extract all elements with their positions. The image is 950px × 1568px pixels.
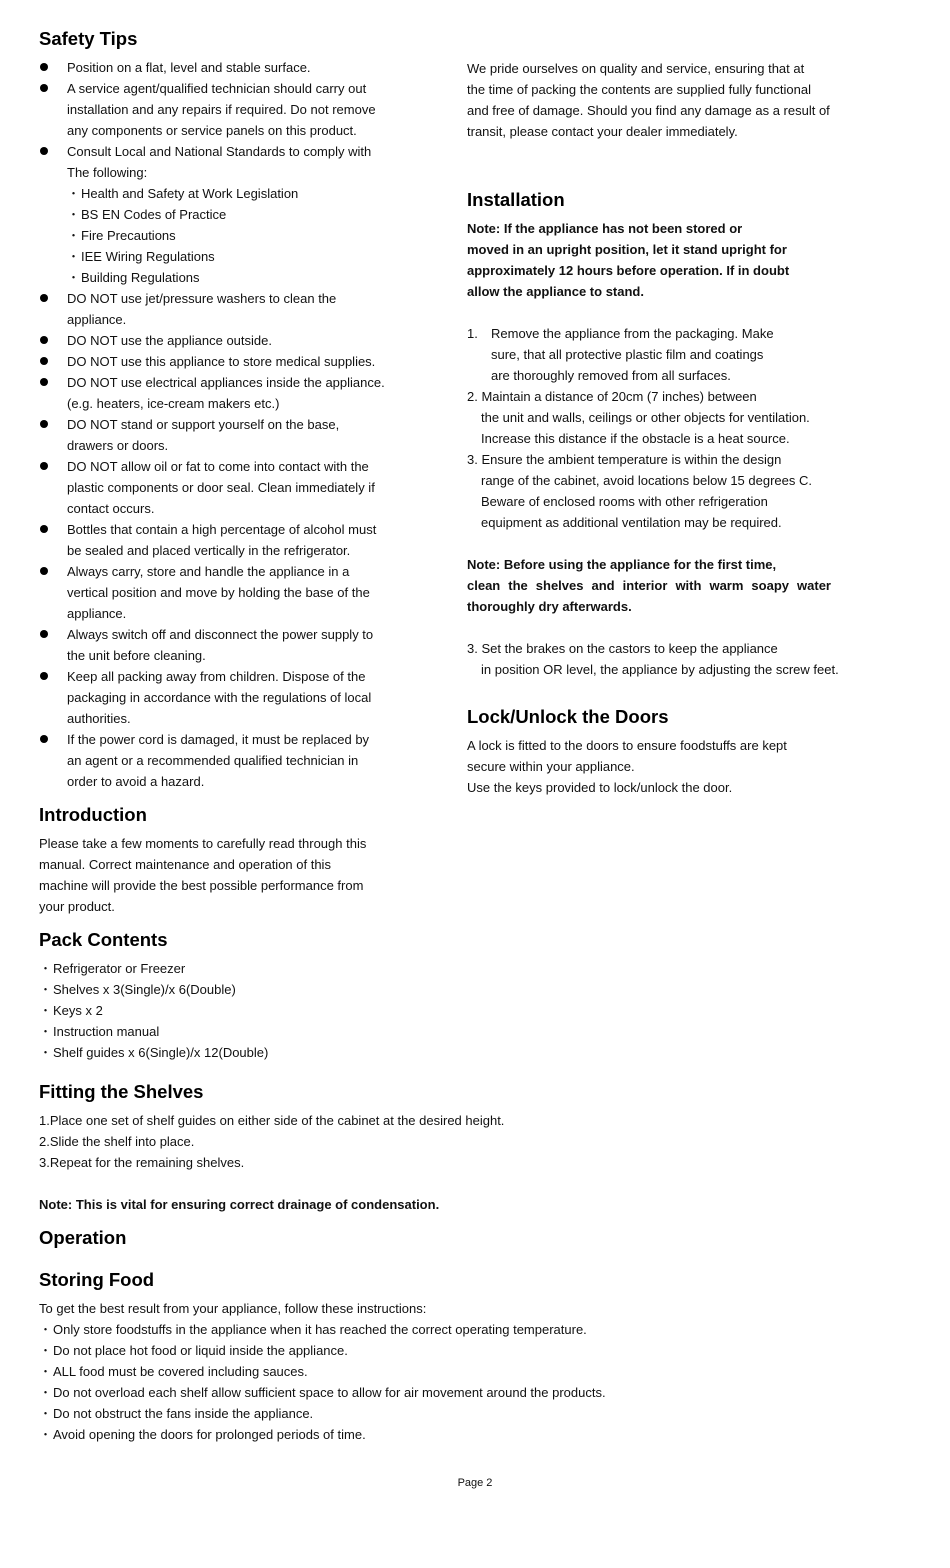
introduction-heading: Introduction: [39, 804, 147, 825]
list-item: A service agent/qualified technician should carry out installation and any repairs if required. Do not remove any components or service panels on this product.: [39, 78, 399, 141]
safety-list-continued: [39, 288, 399, 792]
list-item: ・ ALL food must be covered including sauces.: [39, 1361, 899, 1382]
safety-tips-heading: Safety Tips: [39, 28, 138, 49]
list-item: ・ Shelf guides x 6(Single)/x 12(Double): [39, 1042, 399, 1063]
list-item: DO NOT use the appliance outside.: [39, 330, 399, 351]
storing-food-text: To get the best result from your appliance, follow these instructions: ・ Only store foodstuffs in the appliance when it has reached the correct operating temperature. ・ Do not place hot food or liquid inside the appliance. ・ ALL food must be covered including sauces. ・ Do not overload each shelf allow sufficient space to allow for air movement around the products. ・ Do not obstruct the fans inside the appliance. ・ Avoid opening the doors for prolonged periods of time.: [39, 1298, 899, 1445]
list-item: DO NOT use electrical appliances inside the appliance. (e.g. heaters, ice-cream makers etc.): [39, 372, 399, 414]
pack-contents-heading: Pack Contents: [39, 929, 168, 950]
installation-note: Note: If the appliance has not been stored or moved in an upright position, let it stand upright for approximately 12 hours before operation. If in doubt allow the appliance to stand.: [467, 221, 790, 299]
list-item: ・ IEE Wiring Regulations: [39, 246, 399, 267]
list-item: ・ Refrigerator or Freezer: [39, 958, 399, 979]
list-item: ・ Instruction manual: [39, 1021, 399, 1042]
list-item: ・ Do not place hot food or liquid inside the appliance.: [39, 1340, 899, 1361]
list-item: ・ Avoid opening the doors for prolonged periods of time.: [39, 1424, 899, 1445]
fitting-shelves-steps: 1.Place one set of shelf guides on either side of the cabinet at the desired height. 2.Slide the shelf into place. 3.Repeat for the remaining shelves. Note: This is vital for ensuring correct drainage of condensation.: [39, 1110, 899, 1215]
list-item: Consult Local and National Standards to comply with The following:: [39, 141, 399, 183]
list-item: DO NOT allow oil or fat to come into contact with the plastic components or door seal. Clean immediately if contact occurs.: [39, 456, 399, 519]
page-number: Page 2: [457, 1477, 493, 1489]
lock-doors-heading: Lock/Unlock the Doors: [467, 706, 669, 727]
pack-contents-list: [39, 958, 399, 1063]
list-item: Position on a flat, level and stable surface.: [39, 57, 399, 78]
list-item: Always carry, store and handle the appliance in a vertical position and move by holding the base of the appliance.: [39, 561, 399, 624]
standards-list: [39, 183, 399, 288]
installation-heading: Installation: [467, 189, 565, 210]
storing-food-heading: Storing Food: [39, 1269, 155, 1290]
operation-heading: Operation: [39, 1227, 127, 1248]
list-item: ・ Health and Safety at Work Legislation: [39, 183, 399, 204]
safety-list: [39, 57, 399, 183]
first-use-note: Note: Before using the appliance for the first time, clean the shelves and interior with warm soapy water thoroughly dry afterwards.: [467, 557, 831, 614]
list-item: If the power cord is damaged, it must be replaced by an agent or a recommended qualified technician in order to avoid a hazard.: [39, 729, 399, 792]
shelves-note: Note: This is vital for ensuring correct drainage of condensation.: [39, 1197, 440, 1212]
list-item: DO NOT stand or support yourself on the base, drawers or doors.: [39, 414, 399, 456]
list-item: ・ Building Regulations: [39, 267, 399, 288]
list-item: ・ Only store foodstuffs in the appliance when it has reached the correct operating temperature.: [39, 1319, 899, 1340]
brakes-step: 3. Set the brakes on the castors to keep the appliance in position OR level, the appliance by adjusting the screw feet.: [467, 641, 839, 677]
list-item: Bottles that contain a high percentage of alcohol must be sealed and placed vertically in the refrigerator.: [39, 519, 399, 561]
list-item: DO NOT use this appliance to store medical supplies.: [39, 351, 399, 372]
list-item: ・ Do not overload each shelf allow sufficient space to allow for air movement around the products.: [39, 1382, 899, 1403]
list-item: ・ Keys x 2: [39, 1000, 399, 1021]
list-item: ・ BS EN Codes of Practice: [39, 204, 399, 225]
left-column: [39, 26, 399, 1063]
lock-doors-text: A lock is fitted to the doors to ensure foodstuffs are kept secure within your appliance. Use the keys provided to lock/unlock the door.: [467, 738, 787, 795]
fitting-shelves-heading: Fitting the Shelves: [39, 1081, 204, 1102]
list-item: Keep all packing away from children. Dispose of the packaging in accordance with the regulations of local authorities.: [39, 666, 399, 729]
right-column: [467, 58, 839, 798]
quality-text: We pride ourselves on quality and service, ensuring that at the time of packing the contents are supplied fully functional and free of damage. Should you find any damage as a result of transit, please contact your dealer immediately.: [467, 61, 830, 139]
introduction-text: Please take a few moments to carefully read through this manual. Correct maintenance and operation of this machine will provide the best possible performance from your product.: [39, 836, 367, 914]
list-item: ・ Shelves x 3(Single)/x 6(Double): [39, 979, 399, 1000]
installation-step-2: 2. Maintain a distance of 20cm (7 inches) between the unit and walls, ceilings or other objects for ventilation. Increase this distance if the obstacle is a heat source.: [467, 389, 810, 446]
list-item: Always switch off and disconnect the power supply to the unit before cleaning.: [39, 624, 399, 666]
list-item: DO NOT use jet/pressure washers to clean the appliance.: [39, 288, 399, 330]
list-item: ・ Do not obstruct the fans inside the appliance.: [39, 1403, 899, 1424]
lower-section: [39, 1079, 899, 1445]
list-item: ・ Fire Precautions: [39, 225, 399, 246]
installation-step-1: 1. Remove the appliance from the packaging. Make sure, that all protective plastic film and coatings are thoroughly removed from all surfaces.: [467, 326, 774, 383]
installation-step-3: 3. Ensure the ambient temperature is within the design range of the cabinet, avoid locations below 15 degrees C. Beware of enclosed rooms with other refrigeration equipment as additional ventilation may be required.: [467, 452, 812, 530]
